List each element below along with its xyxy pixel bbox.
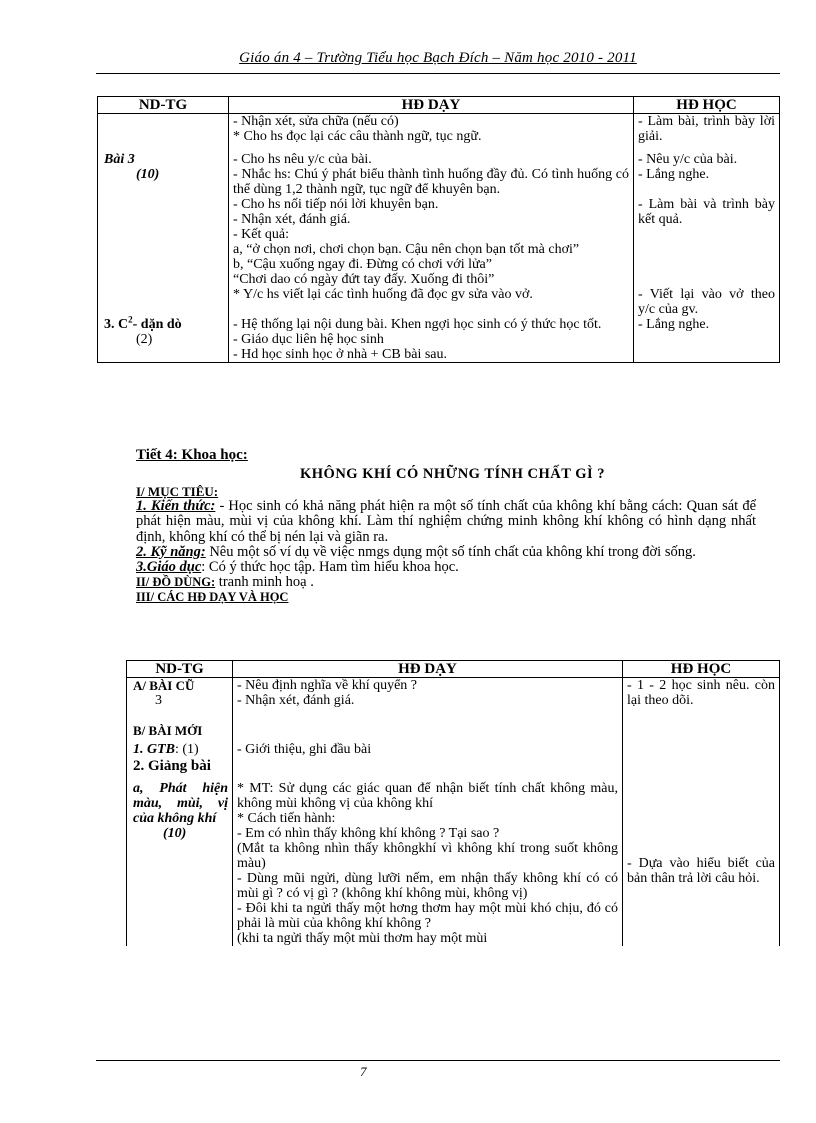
table-row xyxy=(98,114,780,145)
old-lesson-cell: A/ BÀI CŨ 3 B/ BÀI MỚI xyxy=(127,678,233,743)
closing-title: 3. $C^2-$ dặn dò xyxy=(104,314,182,332)
old-lesson-teacher-cell: - Nêu định nghĩa về khí quyển ? - Nhận xét, đánh giá. xyxy=(233,678,623,743)
header-nd-tg: ND-TG xyxy=(98,97,229,114)
exercise-title: Bài 3 xyxy=(104,152,135,167)
page-number: 7 xyxy=(360,1064,367,1079)
knowledge-objective: 1. Kiến thức: - Học sinh có khả năng phát hiện ra một số tính chất của không khí bằng cách: Quan sát để phát hiện màu, mùi vị của không khí. Làm thí nghiệm chứng minh không khí không có hình dạng nhất định, không khí có thể bị nén lại và giãn ra. xyxy=(136,498,757,545)
table-row xyxy=(127,775,780,946)
old-lesson-student-cell: - 1 - 2 học sinh nêu. còn lại theo dõi. xyxy=(623,678,780,743)
lesson-objectives xyxy=(136,484,756,606)
lesson-title: KHÔNG KHÍ CÓ NHỮNG TÍNH CHẤT GÌ ? xyxy=(300,466,606,482)
materials: II/ ĐỒ DÙNG: tranh minh hoạ . xyxy=(136,574,314,591)
exercise-student-cell: - Nêu y/c của bài. - Lắng nghe. - Làm bài và trình bày kết quả. - Viết lại vào vở theo y/c của gv. xyxy=(634,144,780,317)
closing-cell xyxy=(98,314,229,363)
page-header: Giáo án 4 – Trường Tiểu học Bạch Đích – Năm học 2010 - 2011 xyxy=(239,50,637,66)
intro-cell: 1. GTB: (1) 2. Giảng bài xyxy=(127,742,233,775)
table-header-row xyxy=(127,661,780,678)
intro-teacher-cell: - Giới thiệu, ghi đầu bài xyxy=(233,742,623,775)
skills-objective: 2. Kỹ năng: Nêu một số ví dụ về việc nmgs dụng một số tính chất của không khí trong đời sống. xyxy=(136,543,696,560)
header-hd-day: HĐ DẠY xyxy=(229,97,634,114)
exercise-time: (10) xyxy=(136,167,160,182)
activity-a-student-cell: - Dựa vào hiểu biết của bản thân trả lời câu hỏi. xyxy=(623,775,780,946)
header-rule xyxy=(96,73,780,74)
review-student-cell: - Làm bài, trình bày lời giải. xyxy=(634,114,780,145)
lesson-table-2 xyxy=(126,660,780,946)
closing-teacher-cell: - Hệ thống lại nội dung bài. Khen ngợi học sinh có ý thức học tốt. - Giáo dục liên hệ học sinh - Hd học sinh học ở nhà + CB bài sau. xyxy=(229,317,634,363)
table-row xyxy=(127,742,780,775)
table-header-row xyxy=(98,97,780,114)
header-hd-day: HĐ DẠY xyxy=(233,661,623,678)
review-teacher-cell: - Nhận xét, sửa chữa (nếu có) * Cho hs đọc lại các câu thành ngữ, tục ngữ. xyxy=(229,114,634,145)
exercise-teacher-cell: - Cho hs nêu y/c của bài. - Nhắc hs: Chú ý phát biểu thành tình huống đầy đủ. Có tình huống có thể dùng 1,2 thành ngữ, tục ngữ để khuyên bạn. - Cho hs nối tiếp nói lời khuyên bạn. - Nhận xét, đánh giá. - Kết quả: a, “ở chọn nơi, chơi chọn bạn. Cậu nên chọn bạn tốt mà chơi” b, “Cậu xuống ngay đi. Đừng có chơi với lửa” “Chơi dao có ngày đứt tay đấy. Xuống đi thôi” * Y/c hs viết lại các tình huống đã đọc gv sửa vào vở. xyxy=(229,144,634,317)
table-row xyxy=(98,317,780,363)
table-row xyxy=(127,678,780,743)
header-hd-hoc: HĐ HỌC xyxy=(634,97,780,114)
education-objective: 3.Giáo dục: Có ý thức học tập. Ham tìm hiểu khoa học. xyxy=(136,559,459,576)
header-hd-hoc: HĐ HỌC xyxy=(623,661,780,678)
activity-a-cell: a, Phát hiện màu, mùi, vị của không khí (10) xyxy=(127,775,233,946)
activities-heading: III/ CÁC HĐ DẠY VÀ HỌC xyxy=(136,590,289,605)
closing-time: (2) xyxy=(136,332,153,347)
lesson-table-1 xyxy=(97,96,780,363)
closing-student-cell: - Lắng nghe. xyxy=(634,317,780,363)
activity-a-teacher-cell: * MT: Sử dụng các giác quan để nhận biết tính chất không màu, không mùi không vị của không khí * Cách tiến hành: - Em có nhìn thấy không khí không ? Tại sao ? (Mắt ta không nhìn thấy khôngkhí vì không khí trong suốt không màu) - Dùng mũi ngửi, dùng lưỡi nếm, em nhận thấy không khí có có mùi gì ? có vị gì ? (không khí không mùi, không vị) - Đôi khi ta ngửi thấy một hơng thơm hay một mùi khó chịu, đó có phải là mùi của không khí không ? (khi ta ngửi thấy một mùi thơm hay một mùi xyxy=(233,775,623,946)
footer-rule xyxy=(96,1060,780,1061)
header-nd-tg: ND-TG xyxy=(127,661,233,678)
table-row xyxy=(98,144,780,317)
period-heading: Tiết 4: Khoa học: xyxy=(136,447,248,463)
objectives-heading: I/ MỤC TIÊU: xyxy=(136,484,219,499)
exercise-3-cell xyxy=(98,144,229,317)
